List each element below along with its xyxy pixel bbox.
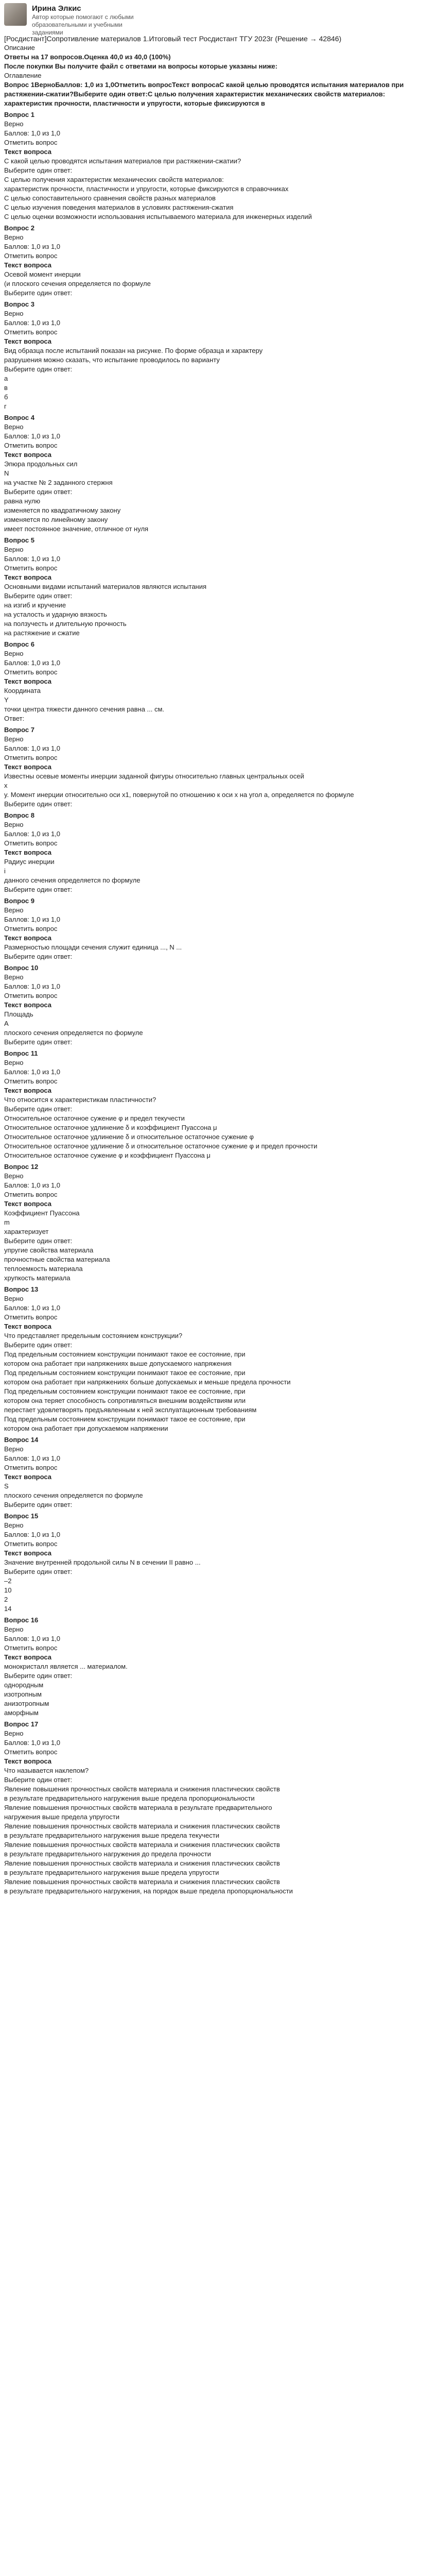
doc-line: Выберите один ответ: [4, 1237, 73, 1245]
doc-line: Баллов: 1,0 из 1,0 [4, 432, 61, 440]
trailing-options [4, 1859, 432, 1896]
flag-question-link[interactable]: Отметить вопрос [4, 1748, 58, 1756]
doc-line: в результате предварительного нагружения до предела прочности [4, 1850, 211, 1858]
doc-line: котором она работает при напряжениях выше допускаемого напряжения [4, 1360, 232, 1367]
doc-line: 14 [4, 1605, 12, 1613]
after-purchase-note: После покупки Вы получите файл с ответами на вопросы которые указаны ниже: [4, 62, 277, 70]
trailing-line: в результате предварительного нагружения, на порядок выше предела пропорциональности [4, 1887, 293, 1895]
doc-line: Выберите один ответ: [4, 1672, 73, 1680]
doc-line: Площадь [4, 1010, 33, 1018]
doc-line: С какой целью проводятся испытания материалов при растяжении-сжатии? [4, 157, 241, 165]
doc-line: С целью сопоставительного сравнения свойств разных материалов [4, 194, 216, 202]
doc-line: Вид образца после испытаний показан на рисунке. По форме образца и характеру [4, 347, 263, 354]
question-text-label: Текст вопроса [4, 849, 52, 856]
doc-line: Явление повышения прочностных свойств материала и снижения пластических свойств [4, 1841, 280, 1849]
doc-line: Выберите один ответ: [4, 1105, 73, 1113]
doc-line: Под предельным состоянием конструкции понимают такое ее состояние, при [4, 1350, 246, 1358]
author-description: Автор которые помогают с любыми образовательными и учебными заданиями [32, 13, 134, 36]
doc-line: Верно [4, 1730, 24, 1737]
doc-line: в [4, 384, 8, 392]
question-heading: Вопрос 17 [4, 1720, 39, 1728]
doc-line: Баллов: 1,0 из 1,0 [4, 1068, 61, 1076]
doc-line: Относительное остаточное удлинение δ и коэффициент Пуассона μ [4, 1124, 217, 1131]
doc-line: 2 [4, 1596, 8, 1603]
doc-line: Относительное остаточное сужение φ и предел текучести [4, 1114, 185, 1122]
doc-line: Размерностью площади сечения служит единица ..., N ... [4, 943, 182, 951]
question-text-label: Текст вопроса [4, 1549, 52, 1557]
doc-line: хрупкость материала [4, 1274, 71, 1282]
doc-line: m [4, 1218, 10, 1226]
doc-line: Координата [4, 687, 41, 694]
doc-line: нагружения выше предела упругости [4, 1813, 119, 1821]
question-heading: Вопрос 7 [4, 726, 34, 734]
flag-question-link[interactable]: Отметить вопрос [4, 754, 58, 761]
doc-line: плоского сечения определяется по формуле [4, 1029, 143, 1037]
author-info [32, 3, 150, 37]
question-heading: Вопрос 2 [4, 224, 34, 232]
doc-line: (и плоского сечения определяется по формуле [4, 280, 151, 287]
flag-question-link[interactable]: Отметить вопрос [4, 328, 58, 336]
doc-line: анизотропным [4, 1700, 49, 1707]
question-heading: Вопрос 1 [4, 111, 34, 118]
doc-line: Выберите один ответ: [4, 365, 73, 373]
question-text-label: Текст вопроса [4, 1200, 52, 1208]
doc-line: N [4, 469, 9, 477]
doc-line: на усталость и ударную вязкость [4, 611, 107, 618]
doc-line: однородным [4, 1681, 44, 1689]
flag-question-link[interactable]: Отметить вопрос [4, 1077, 58, 1085]
doc-line: Верно [4, 906, 24, 914]
doc-line: Верно [4, 735, 24, 743]
doc-line: на изгиб и кручение [4, 601, 66, 609]
doc-line: г [4, 402, 7, 410]
question-text-label: Текст вопроса [4, 1323, 52, 1330]
flag-question-link[interactable]: Отметить вопрос [4, 1464, 58, 1471]
doc-line: Осевой момент инерции [4, 270, 81, 278]
doc-line: Верно [4, 821, 24, 828]
doc-line: котором она работает при допускаемом напряжении [4, 1425, 168, 1432]
question-text-label: Текст вопроса [4, 1087, 52, 1094]
doc-line: Баллов: 1,0 из 1,0 [4, 319, 61, 327]
question-text-label: Текст вопроса [4, 148, 52, 156]
flag-question-link[interactable]: Отметить вопрос [4, 1313, 58, 1321]
doc-line: Значение внутренней продольной силы N в сечении II равно ... [4, 1558, 201, 1566]
doc-line: Верно [4, 973, 24, 981]
doc-line: данного сечения определяется по формуле [4, 876, 141, 884]
flag-question-link[interactable]: Отметить вопрос [4, 668, 58, 676]
doc-line: Выберите один ответ: [4, 289, 73, 297]
question-heading: Вопрос 14 [4, 1436, 39, 1444]
doc-line: котором она работает при напряжениях больше допускаемых и меньше предела прочности [4, 1378, 291, 1386]
doc-line: Верно [4, 546, 24, 553]
doc-line: Верно [4, 1295, 24, 1302]
doc-line: Эпюра продольных сил [4, 460, 78, 468]
doc-line: Выберите один ответ: [4, 886, 73, 893]
doc-line: теплоемкость материала [4, 1265, 83, 1273]
doc-line: имеет постоянное значение, отличное от нуля [4, 525, 149, 533]
toc-label: Оглавление [4, 72, 42, 79]
doc-line: С целью получения характеристик механических свойств материалов: [4, 176, 224, 183]
doc-line: изменяется по квадратичному закону [4, 506, 121, 514]
doc-line: Верно [4, 1172, 24, 1180]
doc-line: Относительное остаточное удлинение δ и относительное остаточное сужение φ и предел прочности [4, 1142, 318, 1150]
doc-line: Выберите один ответ: [4, 1568, 73, 1575]
description-label: Описание [4, 44, 35, 52]
question-text-label: Текст вопроса [4, 1473, 52, 1481]
doc-line: Верно [4, 423, 24, 431]
doc-line: характеристик прочности, пластичности и упругости, которые фиксируются в справочниках [4, 185, 289, 193]
doc-line: A [4, 1020, 9, 1027]
flag-question-link[interactable]: Отметить вопрос [4, 442, 58, 449]
flag-question-link[interactable]: Отметить вопрос [4, 1540, 58, 1548]
doc-line: Верно [4, 120, 24, 128]
doc-line: 10 [4, 1586, 12, 1594]
question-text-label: Текст вопроса [4, 261, 52, 269]
doc-line: в результате предварительного нагружения выше предела пропорциональности [4, 1794, 255, 1802]
doc-line: Выберите один ответ: [4, 166, 73, 174]
doc-line: упругие свойства материала [4, 1246, 94, 1254]
doc-line: аморфным [4, 1709, 39, 1717]
doc-line: Выберите один ответ: [4, 488, 73, 496]
doc-line: Известны осевые моменты инерции заданной фигуры относительно главных центральных осей [4, 772, 304, 780]
author-avatar[interactable] [4, 3, 27, 26]
question-text-label: Текст вопроса [4, 763, 52, 771]
doc-line: Под предельным состоянием конструкции понимают такое ее состояние, при [4, 1369, 246, 1377]
doc-line: Верно [4, 650, 24, 657]
doc-line: Выберите один ответ: [4, 1341, 73, 1349]
doc-line: на растяжение и сжатие [4, 629, 80, 637]
trailing-line: Явление повышения прочностных свойств материала и снижения пластических свойств [4, 1859, 280, 1867]
doc-line: Относительное остаточное удлинение δ и относительное остаточное сужение φ [4, 1133, 254, 1141]
doc-line: Верно [4, 310, 24, 317]
flag-question-link[interactable]: Отметить вопрос [4, 252, 58, 260]
doc-line: Под предельным состоянием конструкции понимают такое ее состояние, при [4, 1387, 246, 1395]
doc-line: в результате предварительного нагружения выше предела текучести [4, 1832, 219, 1839]
author-name[interactable]: Ирина Элкис [32, 4, 81, 13]
doc-line: S [4, 1482, 9, 1490]
question-text-label: Текст вопроса [4, 1001, 52, 1009]
doc-line: Баллов: 1,0 из 1,0 [4, 1635, 61, 1642]
doc-line: точки центра тяжести данного сечения равна ... см. [4, 705, 165, 713]
doc-line: Баллов: 1,0 из 1,0 [4, 129, 61, 137]
doc-line: Что представляет предельным состоянием конструкции? [4, 1332, 183, 1340]
doc-line: Верно [4, 233, 24, 241]
doc-line: Баллов: 1,0 из 1,0 [4, 1531, 61, 1538]
doc-line: Баллов: 1,0 из 1,0 [4, 744, 61, 752]
doc-line: равна нулю [4, 497, 41, 505]
question-heading: Вопрос 4 [4, 414, 34, 421]
flag-question-link[interactable]: Отметить вопрос [4, 1191, 58, 1198]
doc-line: Баллов: 1,0 из 1,0 [4, 830, 61, 838]
doc-line: характеризует [4, 1228, 49, 1235]
doc-line: разрушения можно сказать, что испытание проводилось по варианту [4, 356, 220, 364]
question-heading: Вопрос 12 [4, 1163, 39, 1171]
doc-line: Основными видами испытаний материалов являются испытания [4, 583, 207, 590]
question-text-label: Текст вопроса [4, 934, 52, 942]
doc-line: Что относится к характеристикам пластичности? [4, 1096, 156, 1104]
question-heading: Вопрос 10 [4, 964, 39, 972]
doc-line: Баллов: 1,0 из 1,0 [4, 982, 61, 990]
doc-line: Баллов: 1,0 из 1,0 [4, 243, 61, 250]
question-heading: Вопрос 11 [4, 1049, 38, 1057]
doc-line: Верно [4, 1625, 24, 1633]
answers-summary: Ответы на 17 вопросов.Оценка 40,0 из 40,0 (100%) [4, 53, 171, 61]
doc-line: Выберите один ответ: [4, 800, 73, 808]
toc-first-question: Вопрос 1ВерноБаллов: 1,0 из 1,0Отметить вопросТекст вопросаС какой целью проводятся испытания материалов при растяжении-сжатии?Выберите один ответ:С целью получения характеристик механических свойств материалов: характеристик прочности, пластичности и упругости, которые фиксируются в [4, 81, 404, 107]
doc-line: С целью оценки возможности использования испытываемого материала для инженерных изделий [4, 213, 312, 221]
question-text-label: Текст вопроса [4, 1653, 52, 1661]
doc-line: Баллов: 1,0 из 1,0 [4, 555, 61, 563]
question-heading: Вопрос 16 [4, 1616, 39, 1624]
doc-line: Баллов: 1,0 из 1,0 [4, 659, 61, 667]
doc-line: Баллов: 1,0 из 1,0 [4, 1454, 61, 1462]
doc-line: Баллов: 1,0 из 1,0 [4, 916, 61, 923]
doc-line: Выберите один ответ: [4, 1776, 73, 1784]
doc-line: на участке № 2 заданного стержня [4, 479, 113, 486]
question-text-label: Текст вопроса [4, 1757, 52, 1765]
flag-question-link[interactable]: Отметить вопрос [4, 1644, 58, 1652]
doc-line: Под предельным состоянием конструкции понимают такое ее состояние, при [4, 1415, 246, 1423]
doc-line: Верно [4, 1059, 24, 1066]
doc-line: Верно [4, 1445, 24, 1453]
doc-line: Выберите один ответ: [4, 1501, 73, 1509]
doc-line: монокристалл является ... материалом. [4, 1663, 128, 1670]
doc-line: Баллов: 1,0 из 1,0 [4, 1739, 61, 1747]
doc-line: изменяется по линейному закону [4, 516, 108, 523]
flag-question-link[interactable]: Отметить вопрос [4, 839, 58, 847]
doc-line: Выберите один ответ: [4, 592, 73, 600]
doc-line: Явление повышения прочностных свойств материала в результате предварительного [4, 1804, 272, 1811]
doc-line: Что называется наклепом? [4, 1767, 89, 1774]
doc-line: Явление повышения прочностных свойств материала и снижения пластических свойств [4, 1785, 280, 1793]
doc-line: i [4, 867, 6, 875]
doc-line: –2 [4, 1577, 12, 1585]
flag-question-link[interactable]: Отметить вопрос [4, 992, 58, 999]
question-text-label: Текст вопроса [4, 451, 52, 459]
question-heading: Вопрос 3 [4, 300, 34, 308]
flag-question-link[interactable]: Отметить вопрос [4, 564, 58, 572]
doc-line: Относительное остаточное сужение φ и коэффициент Пуассона μ [4, 1151, 211, 1159]
doc-title: [Росдистант]Сопротивление материалов 1.Итоговый тест Росдистант ТГУ 2023г (Решение → 42846) [4, 35, 342, 43]
doc-line: прочностные свойства материала [4, 1256, 110, 1263]
flag-question-link[interactable]: Отметить вопрос [4, 139, 58, 146]
doc-line: Коэффициент Пуассона [4, 1209, 80, 1217]
doc-line: Ответ: [4, 715, 25, 722]
author-block [4, 3, 432, 36]
doc-line: Баллов: 1,0 из 1,0 [4, 1181, 61, 1189]
doc-line: перестает удовлетворять предъявленным к ней эксплуатационным требованиям [4, 1406, 257, 1414]
question-heading: Вопрос 13 [4, 1285, 39, 1293]
doc-line: Выберите один ответ: [4, 953, 73, 960]
question-text-label: Текст вопроса [4, 573, 52, 581]
question-text-label: Текст вопроса [4, 337, 52, 345]
question-heading: Вопрос 6 [4, 640, 34, 648]
question-heading: Вопрос 9 [4, 897, 34, 905]
doc-line: котором она теряет способность сопротивляться внешним воздействиям или [4, 1397, 246, 1404]
doc-line: изотропным [4, 1690, 42, 1698]
doc-line: Верно [4, 1521, 24, 1529]
doc-line: С целью изучения поведения материалов в условиях растяжения-сжатия [4, 204, 234, 211]
flag-question-link[interactable]: Отметить вопрос [4, 925, 58, 933]
doc-line: Баллов: 1,0 из 1,0 [4, 1304, 61, 1312]
doc-line: б [4, 393, 8, 401]
doc-line: Y [4, 696, 9, 704]
doc-line: на ползучесть и длительную прочность [4, 620, 127, 628]
question-heading: Вопрос 5 [4, 536, 34, 544]
question-heading: Вопрос 8 [4, 811, 34, 819]
doc-line: плоского сечения определяется по формуле [4, 1492, 143, 1499]
doc-line: Явление повышения прочностных свойств материала и снижения пластических свойств [4, 1822, 280, 1830]
trailing-line: Явление повышения прочностных свойств материала и снижения пластических свойств [4, 1878, 280, 1886]
doc-line: y. Момент инерции относительно оси x1, повернутой по отношению к оси x на угол а, определяется по формуле [4, 791, 354, 799]
doc-line: Выберите один ответ: [4, 1038, 73, 1046]
doc-line: Радиус инерции [4, 858, 55, 866]
question-text-label: Текст вопроса [4, 677, 52, 685]
doc-line: а [4, 375, 8, 382]
doc-line: x [4, 782, 8, 789]
trailing-line: в результате предварительного нагружения выше предела упругости [4, 1869, 219, 1876]
question-list [4, 110, 432, 1859]
question-heading: Вопрос 15 [4, 1512, 39, 1520]
